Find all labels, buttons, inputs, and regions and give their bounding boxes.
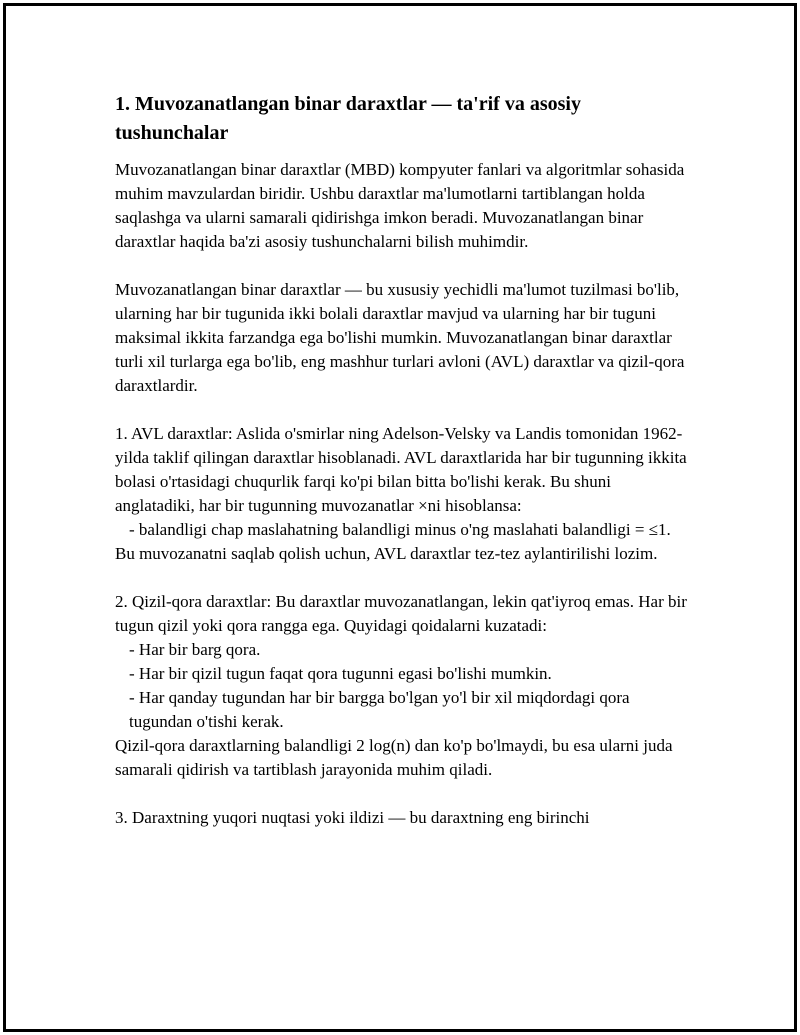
document-body <box>115 90 690 854</box>
definition-paragraph: Muvozanatlangan binar daraxtlar — bu xususiy yechidli ma'lumot tuzilmasi bo'lib, ularning har bir tugunida ikki bolali daraxtlar mavjud va ularning har bir tuguni maksimal ikkita farzandga ega bo'lishi mumkin. Muvozanatlangan binar daraxtlar turli xil turlarga ega bo'lib, eng mashhur turlari avloni (AVL) daraxtlar va qizil-qora daraxtlardir. <box>115 280 685 395</box>
red-black-rule: - Har qanday tugundan har bir bargga bo'lgan yo'l bir xil miqdordagi qora tugundan o'tishi kerak. <box>129 688 630 731</box>
red-black-rule: - Har bir qizil tugun faqat qora tugunni egasi bo'lishi mumkin. <box>129 664 552 683</box>
avl-section <box>115 422 690 566</box>
red-black-section <box>115 590 690 782</box>
avl-intro: 1. AVL daraxtlar: Aslida o'smirlar ning Adelson-Velsky va Landis tomonidan 1962-yilda taklif qilingan daraxtlar hisoblanadi. AVL daraxtlarida har bir tugunning ikkita bolasi o'rtasidagi chuqurlik farqi ko'pi bilan bitta bo'lishi kerak. Bu shuni anglatadiki, har bir tugunning muvozanatlar ×ni hisoblansa: <box>115 424 687 515</box>
avl-rule: - balandligi chap maslahatning balandligi minus o'ng maslahati balandligi = ≤1. <box>129 520 671 539</box>
intro-paragraph: Muvozanatlangan binar daraxtlar (MBD) kompyuter fanlari va algoritmlar sohasida muhim mavzulardan biridir. Ushbu daraxtlar ma'lumotlarni tartiblangan holda saqlashga va ularni samarali qidirishga imkon beradi. Muvozanatlangan binar daraxtlar haqida ba'zi asosiy tushunchalarni bilish muhimdir. <box>115 160 685 251</box>
red-black-intro: 2. Qizil-qora daraxtlar: Bu daraxtlar muvozanatlangan, lekin qat'iyroq emas. Har bir tugun qizil yoki qora rangga ega. Quyidagi qoidalarni kuzatadi: <box>115 592 687 635</box>
red-black-conclusion: Qizil-qora daraxtlarning balandligi 2 log(n) dan ko'p bo'lmaydi, bu esa ularni juda samarali qidirish va tartiblash jarayonida muhim qiladi. <box>115 736 673 779</box>
section-heading: 1. Muvozanatlangan binar daraxtlar — ta'rif va asosiy tushunchalar <box>115 93 581 144</box>
root-paragraph: 3. Daraxtning yuqori nuqtasi yoki ildizi — bu daraxtning eng birinchi <box>115 808 590 827</box>
avl-conclusion: Bu muvozanatni saqlab qolish uchun, AVL daraxtlar tez-tez aylantirilishi lozim. <box>115 544 658 563</box>
red-black-rule: - Har bir barg qora. <box>129 640 261 659</box>
